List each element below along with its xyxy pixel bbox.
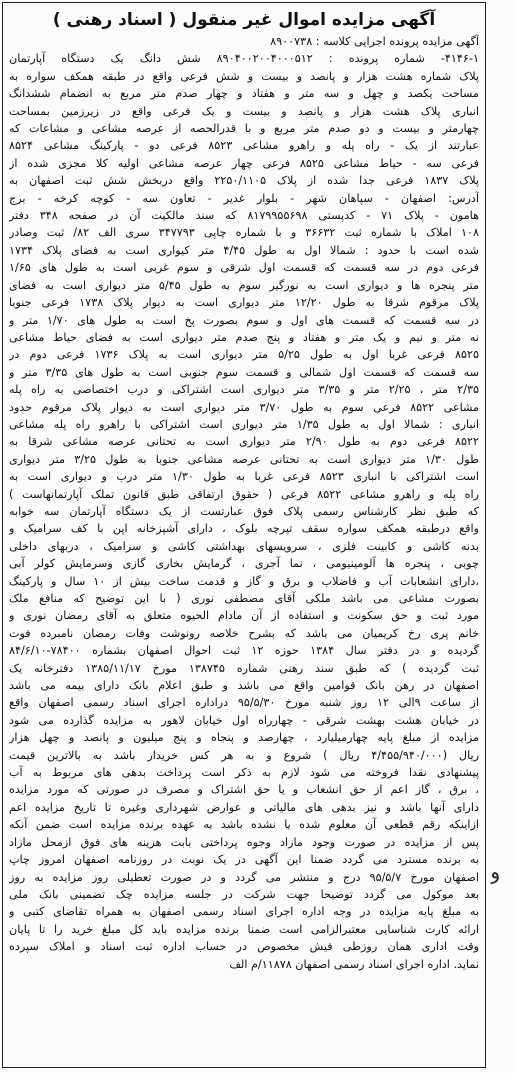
notice-line: ۸۵۲۵ فرعی غربا اول به طول ۵/۲۵ متر دیواری است به پلاک ۱۷۳۶ فرعی دوم در — [9, 348, 479, 362]
notice-line: شده است با حدود : شمالا اول به طول ۴/۴۵ متر کیواری است به فضای پلاک ۱۷۳۴ — [9, 243, 479, 257]
notice-line: مورد ثبت و حق سکونت و استفاده از آن مادام الحیوه متعلق به آقای رمضان نوری و — [9, 609, 479, 623]
notice-line: پلاک ۱۸۳۷ فرعی جدا شده از پلاک ۲۲۵۰/۱۱۰۵ واقع دربخش شش ثبت اصفهان به — [9, 174, 479, 188]
notice-line: آدرس: اصفهان - سپاهان شهر - بلوار غدیر - تعاون سه - کوچه کرخه - برج — [9, 191, 479, 205]
notice-line: طول ۱/۳۰ متر دیواری است به تحتانی عرصه مشاعی جنوبا به طول ۳/۲۵ متر دیواری — [9, 452, 479, 466]
notice-line: اصفهان مورخ ۹۵/۵/۷ درج و منتشر می گردد و در صورت تعطیلی روز مزایده به روز — [9, 870, 479, 884]
notice-line: چوبی ، پنجره ها آلومینیومی ، نما آجری ، گرمایش بخاری گازی وسرمایش کولر آبی — [9, 557, 479, 571]
notice-line: نماید. اداره اجرای اسناد رسمی اصفهان ۱۱۸۷۸/م الف — [229, 957, 479, 971]
notice-title: آگهی مزایده اموال غیر منقول ( اسناد رهنی ) — [52, 10, 436, 30]
notice-line: پس از مزایده در صورت وجود مازاد وجوه پرداختی بابت هزینه های فوق ازمحل مازاد — [9, 835, 479, 849]
notice-line: که طبق نظر کارشناس رسمی پلاک فوق عبارتست از یک دستگاه آپارتمان سه خوابه — [9, 504, 479, 518]
notice-line: انباری پلاک هشت هزار و پانصد و بیست و یک فرعی واقع در زیرزمین بمساحت — [9, 104, 479, 118]
notice-line: راه پله و راهرو مشاعی ۸۵۲۲ فرعی ( حقوق ارتفاقی طبق قانون تملک آپارتمانهاست ) — [9, 487, 479, 501]
notice-line: است اشتراکی با انباری ۸۵۲۳ فرعی غربا به طول ۱/۳۰ متر درب و دیواری است به — [9, 470, 479, 484]
notice-body — [9, 33, 479, 973]
notice-line: ثبت گردیده ) که طبق سند رهنی شماره ۱۳۸۷۴۵ مورخ ۱۳۸۵/۱۱/۱۷ دفترخانه یک — [9, 661, 479, 675]
notice-line: گردیده و در دفتر سال ۱۳۸۴ حوزه ۱۲ ثبت احوال اصفهان بشماره ۷۸۴۰۰-۸۴/۶/۱۰ — [9, 644, 479, 658]
notice-line: مزایده از مبلغ پایه چهارمیلیارد ، چهارصد و پنجاه و پنج میلیون و پانصد و چهل هزار — [9, 731, 479, 745]
notice-line: پلاک شماره هشت هزار و پانصد و بیست و شش فرعی واقع در طبقه همکف سواره به — [9, 69, 479, 83]
notice-line: ارائه کارت شناسایی معتبرالزامی است ضمنا برنده مزایده باید کل مبلغ خرید را تا پایان — [9, 922, 479, 936]
notice-line: ۸۵۲۲ فرعی دوم به طول ۲/۹۰ متر دیواری است به تحتانی عرصه مشاعی شرقا به — [9, 435, 479, 449]
notice-line: به برنده مسترد می گردد ضمنا این آگهی در یک نوبت در روزنامه اصفهان امروز چاپ — [9, 853, 479, 867]
notice-line: دارای آنها باشد و نیز بدهی های مالیاتی و عوارض شهرداری وغیره تا تاریخ مزایده اعم — [9, 800, 479, 814]
notice-line: اصفهان در رهن بانک قوامین واقع می باشد و طبق اعلام بانک دارای بیمه می باشد — [9, 679, 479, 693]
notice-line: به مبلغ پایه مزایده در وجه اداره اجرای اسناد رسمی اصفهان به همراه تقاضای کتبی و — [9, 905, 479, 919]
notice-line: مشاعی ۸۵۲۲ فرعی سوم به طول ۳/۷۰ متر دیواری است به دیوار پلاک مرقوم حدود — [9, 400, 479, 414]
notice-line: بصورت مشاعی می باشد ملکی آقای مصطفی نوری ( با این توضیح که منافع ملک — [9, 592, 479, 605]
notice-line: ،دارای انشعابات آب و فاضلاب و برق و گاز و قدمت ساخت بیش از ۱۰ سال و پارکینگ — [9, 574, 479, 588]
notice-line: نه متر و نیم و یک متر و هفتاد و پنج صدم متر دیواری است به فضای حیاط مشاعی — [9, 330, 479, 344]
notice-line: آگهی مزایده پرونده اجرایی کلاسه : ۸۹۰۰۷۳۸ — [270, 35, 479, 48]
notice-line: واقع درطبقه همکف سواره سقف تیرچه بلوک ، دارای آشپزخانه اپن با کف سرامیک و — [9, 522, 479, 536]
handwritten-margin-mark: و — [487, 858, 502, 885]
notice-line: در خیابان هشت بهشت شرقی - چهارراه اول خیابان لاهور به مزایده گذارده می شود — [9, 713, 479, 727]
notice-line: ، برق ، گاز اعم از حق انشعاب و یا حق اشتراک و مصرف در صورتی که مورد مزایده — [9, 783, 479, 797]
notice-line: بعد موکول می گردد توضیحا جهت شرکت در جلسه مزایده چک تضمینی بانک ملی — [9, 887, 479, 901]
notice-line: مساحت یکصد و چهل و سه متر و هفتاد و چهار صدم متر مربع به انضمام ششدانگ — [9, 87, 479, 101]
notice-line: وقت اداری همان روزطی فیش مخصوص در حساب اداره ثبت اسناد و املاک سپرده — [9, 940, 479, 954]
notice-line: ازاینکه رقم قطعی آن معلوم شده یا نشده باشد به عهده برنده مزایده است ضمن آنکه — [9, 818, 479, 832]
notice-line: ۱۰۸ املاک با شماره ثبت ۳۶۶۳۲ و با شماره چاپی ۳۴۷۷۹۳ سری الف ۸۲/ ثبت وصادر — [9, 226, 479, 240]
notice-line: پیشنهادی نقدا فروخته می شود لازم به ذکر است پرداخت بدهی های مربوط به آب — [9, 766, 479, 780]
notice-line: متر پنجره ها و دیواری است به نورگیر سوم به طول ۵/۴۵ متر دیواری است به فضای — [9, 278, 479, 292]
notice-box — [2, 2, 486, 1068]
notice-line: هامون - پلاک ۷۱ - کدپستی ۸۱۷۹۹۵۵۶۹۸ که سند مالکیت آن در صفحه ۳۴۸ دفتر — [9, 209, 479, 223]
notice-line: از ساعت ۹الی ۱۲ روز شنبه مورخ ۹۵/۵/۳۰ دراداره اجرای اسناد رسمی اصفهان واقع — [9, 696, 479, 710]
notice-line: ۲/۳۵ متر ، ۲/۲۵ متر و ۳/۳۵ متر دیواری است اشتراکی و درب اختصاصی به راه پله — [9, 383, 479, 397]
notice-line: انباری : شمالا اول به طول ۱/۳۵ متر دیواری است اشتراکی با راهرو راه پله مشاعی — [9, 417, 479, 431]
notice-line: خانم پری رخ کریمیان می باشد که بشرح خلاصه رونوشت وفات رمضان نامبرده فوت — [9, 626, 479, 640]
notice-line: فرعی دوم در سه قسمت که قسمت اول شرقی و سوم غربی است به طول های ۱/۶۵ — [9, 261, 479, 275]
notice-line: ریال (۴/۴۵۵/۹۴۰/۰۰۰ ریال ) شروع و به هر کس خریدار باشد به بالاترین قیمت — [9, 748, 479, 762]
notice-line: چهارمتر و بیست و دو صدم متر مربع و با قدرالحصه از عرصه مشاعی و مشاعات که — [9, 122, 479, 136]
notice-line: در سه قسمت که قسمت های اول و سوم بصورت پخ است به طول های ۱/۷۰ متر و — [9, 313, 479, 327]
notice-line: پلاک مرقوم شرقا به طول ۱۲/۲۰ متر دیواری است به دیوار پلاک ۱۷۳۸ فرعی جنوبا — [9, 296, 479, 310]
notice-line: ۴۱۴۶-۱- شماره پرونده : ۸۹۰۴۰۰۲۰۰۴۰۰۰۵۱۲ شش دانگ یک دستگاه آپارتمان — [9, 52, 479, 66]
notice-line: بدنه کاشی و کابینت فلزی ، سرویسهای بهداشتی کاشی و سرامیک ، دربهای داخلی — [9, 539, 479, 553]
notice-line: سه قسمت که قسمت اول شمالی و قسمت سوم جنوبی است به طول های ۳/۳۵ متر و — [9, 365, 479, 379]
notice-line: عبارتند از یک - راه پله و راهرو مشاعی ۸۵۲۳ فرعی دو - پارکینگ مشاعی ۸۵۲۴ — [9, 139, 479, 153]
notice-line: فرعی سه - حیاط مشاعی ۸۵۲۵ فرعی چهار عرصه مشاعی اولیه کلا مجزی شده از — [9, 156, 479, 170]
